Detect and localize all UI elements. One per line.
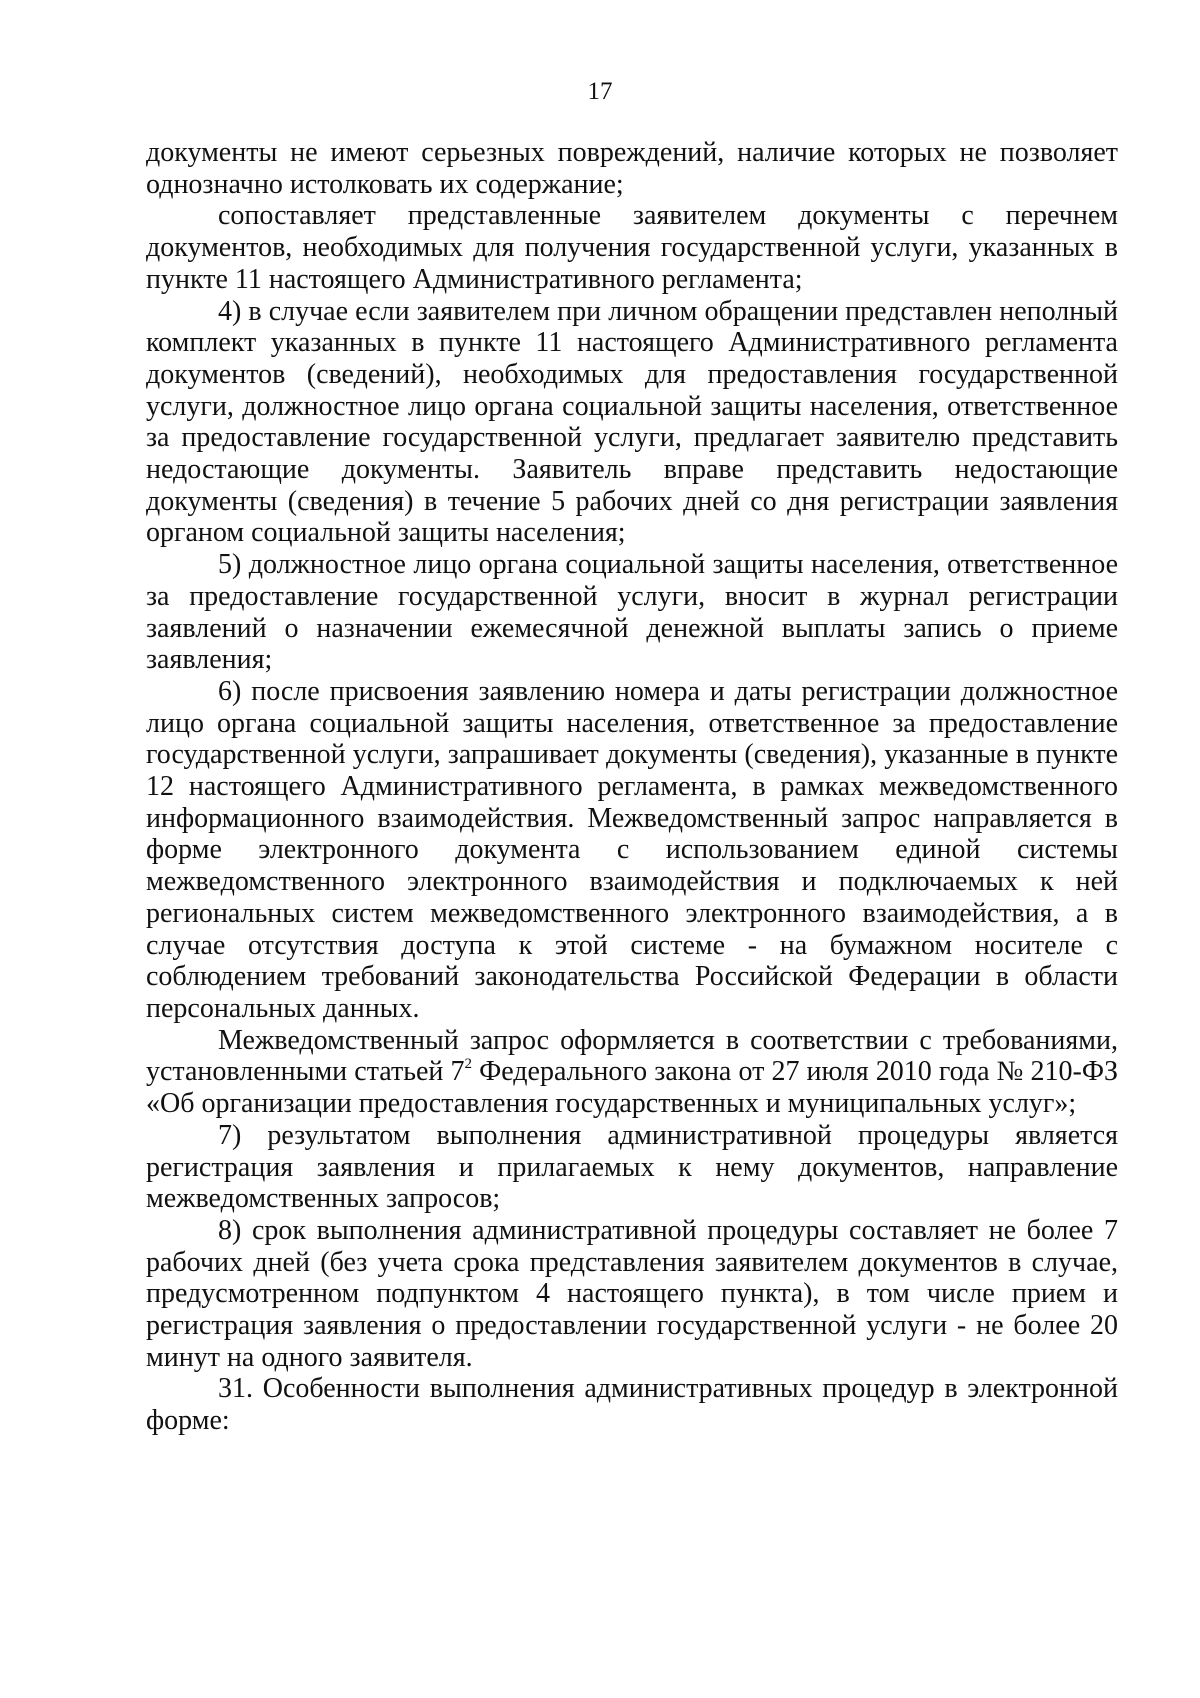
- paragraph-interagency-request-text-before: Межведомственный запрос оформляется в соответствии с требованиями, установленными статьей 7: [146, 1024, 1118, 1088]
- paragraph-item-7: 7) результатом выполнения административной процедуры является регистрация заявления и прилагаемых к нему документов, направление межведомственных запросов;: [146, 1119, 1118, 1215]
- document-body: [146, 137, 1118, 1437]
- article-superscript: 2: [464, 1056, 473, 1073]
- paragraph-item-5: 5) должностное лицо органа социальной защиты населения, ответственное за предоставление государственной услуги, вносит в журнал регистрации заявлений о назначении ежемесячной денежной выплаты запись о приеме заявления;: [146, 549, 1118, 676]
- paragraph-interagency-request: [146, 1025, 1118, 1120]
- paragraph-item-8: 8) срок выполнения административной процедуры составляет не более 7 рабочих дней (без учета срока представления заявителем документов в случае, предусмотренном подпунктом 4 настоящего пункта), в том числе прием и регистрация заявления о предоставлении государственной услуги - не более 20 минут на одного заявителя.: [146, 1214, 1118, 1373]
- paragraph-item-4: 4) в случае если заявителем при личном обращении представлен неполный комплект указанных в пункте 11 настоящего Административного регламента документов (сведений), необходимых для предоставления государственной услуги, должностное лицо органа социальной защиты населения, ответственное за предоставление государственной услуги, предлагает заявителю представить недостающие документы. Заявитель вправе представить недостающие документы (сведения) в течение 5 рабочих дней со дня регистрации заявления органом социальной защиты населения;: [146, 295, 1118, 549]
- page-number: 17: [587, 78, 613, 105]
- paragraph-continuation: документы не имеют серьезных повреждений, наличие которых не позволяет однозначно истолковать их содержание;: [146, 137, 1118, 200]
- paragraph-item-6: 6) после присвоения заявлению номера и даты регистрации должностное лицо органа социальной защиты населения, ответственное за предоставление государственной услуги, запрашивает документы (сведения), указанные в пункте 12 настоящего Административного регламента, в рамках межведомственного информационного взаимодействия. Межведомственный запрос направляется в форме электронного документа с использованием единой системы межведомственного электронного взаимодействия и подключаемых к ней региональных систем межведомственного электронного взаимодействия, а в случае отсутствия доступа к этой системе - на бумажном носителе с соблюдением требований законодательства Российской Федерации в области персональных данных.: [146, 675, 1118, 1024]
- paragraph-section-31: 31. Особенности выполнения административных процедур в электронной форме:: [146, 1373, 1118, 1437]
- paragraph-interagency-request-text-after: Федерального закона от 27 июля 2010 года № 210-ФЗ «Об организации предоставления государственных и муниципальных услуг»;: [146, 1056, 1119, 1120]
- paragraph-compare-documents: сопоставляет представленные заявителем документы с перечнем документов, необходимых для получения государственной услуги, указанных в пункте 11 настоящего Административного регламента;: [146, 200, 1118, 295]
